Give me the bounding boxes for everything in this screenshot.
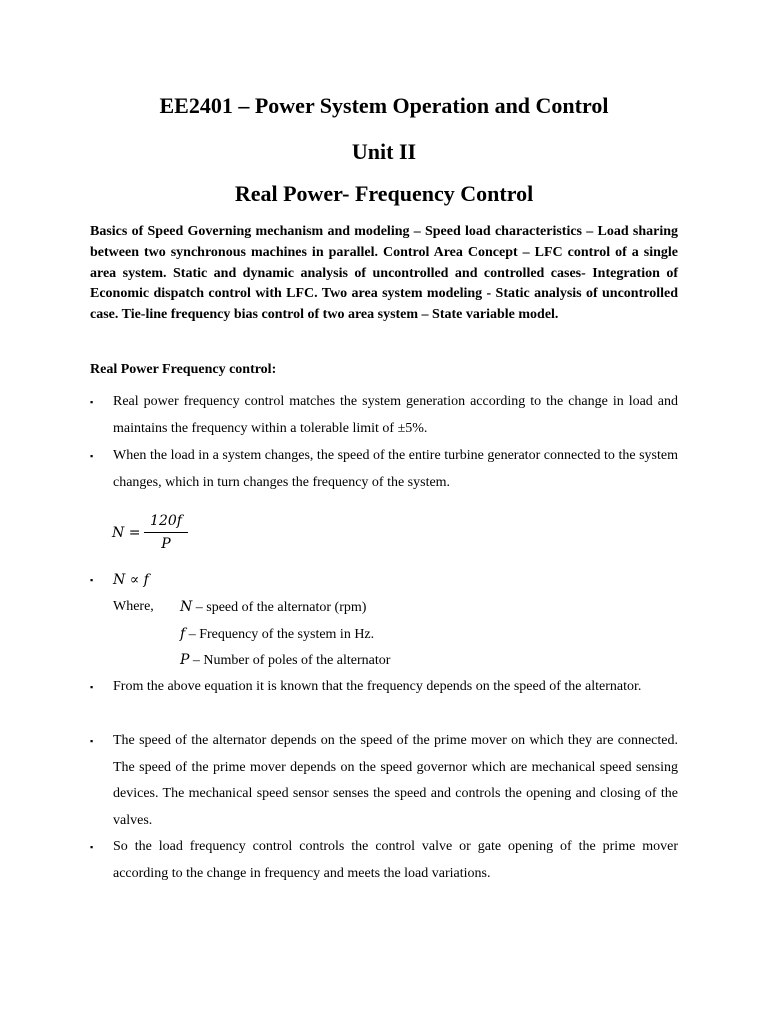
equation-denominator: P <box>161 536 171 552</box>
topic-title: Real Power- Frequency Control <box>234 181 534 206</box>
equation-numerator: 120f <box>150 513 182 529</box>
definition-text: – Number of poles of the alternator <box>189 653 391 669</box>
definition-row <box>180 647 390 675</box>
bullet-icon: ▪ <box>90 451 94 461</box>
equation-lhs: N = <box>112 525 141 541</box>
unit-title: Unit II <box>351 139 417 164</box>
bullet-icon: ▪ <box>90 575 94 585</box>
definition-text: – speed of the alternator (rpm) <box>192 600 367 615</box>
equation-fraction <box>144 511 188 553</box>
bullet-item-4: From the above equation it is known that the frequency depends on the speed of the alternator. <box>113 679 642 694</box>
bullet-item-1: Real power frequency control matches the system generation according to the change in load and maintains the frequency within a tolerable limit of ±5%. <box>113 394 678 436</box>
course-title: EE2401 – Power System Operation and Control <box>159 93 609 118</box>
section-heading: Real Power Frequency control: <box>90 362 277 377</box>
definition-text: – Frequency of the system in Hz. <box>185 626 375 642</box>
definition-symbol: N <box>180 599 193 615</box>
definition-symbol: f <box>180 625 186 642</box>
bullet-item-6: So the load frequency control controls the control valve or gate opening of the prime mover according to the change in frequency and meets the load variations. <box>113 839 678 881</box>
fraction-bar <box>144 532 188 533</box>
bullet-icon: ▪ <box>90 842 94 852</box>
bullet-item-2: When the load in a system changes, the speed of the entire turbine generator connected to the system changes, which in turn changes the frequency of the system. <box>113 448 678 490</box>
definition-row <box>180 621 374 649</box>
definition-row <box>180 594 366 622</box>
bullet-icon: ▪ <box>90 397 94 407</box>
definition-symbol: P <box>180 652 190 669</box>
bullet-icon: ▪ <box>90 736 94 746</box>
where-label: Where, <box>113 599 154 614</box>
syllabus-paragraph: Basics of Speed Governing mechanism and modeling – Speed load characteristics – Load sharing between two synchronous machines in parallel. Control Area Concept – LFC control of a single area system. Static and dynamic analysis of uncontrolled and controlled cases- Integration of Economic dispatch control with LFC. Two area system modeling - Static analysis of uncontrolled case. Tie-line frequency bias control of two area system – State variable model. <box>90 224 678 323</box>
bullet-item-5: The speed of the alternator depends on the speed of the prime mover on which they are connected. The speed of the prime mover depends on the speed governor which are mechanical speed sensing devices. The mechanical speed sensor senses the speed and controls the opening and closing of the valves. <box>113 733 678 828</box>
bullet-icon: ▪ <box>90 682 94 692</box>
proportionality-expression: N ∝ f <box>113 572 149 588</box>
